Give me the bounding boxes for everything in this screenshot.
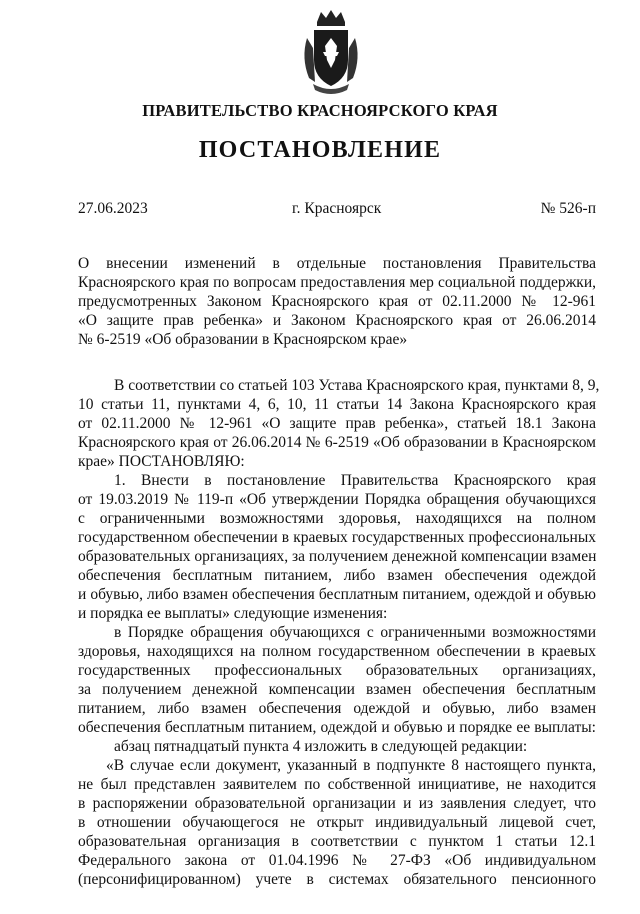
body-line: крае» ПОСТАНОВЛЯЮ:: [78, 453, 245, 470]
body-line: образовательных организациях, за получением денежной компенсации взамен: [78, 548, 597, 565]
body-line: Федерального закона от 01.04.1996 № 27-ФЗ «Об индивидуальном: [78, 852, 596, 869]
body-line: 1. Внести в постановление Правительства Красноярского края: [114, 472, 596, 489]
subject-line: Красноярского края по вопросам предоставления мер социальной поддержки,: [78, 274, 596, 291]
body-line: за получением денежной компенсации взамен обеспечения бесплатным: [78, 681, 596, 698]
body-line: 10 статьи 11, пунктами 4, 6, 10, 11 статьи 14 Закона Красноярского края: [78, 396, 596, 413]
body-line: образовательная организация в соответствии с пунктом 1 статьи 12.1: [78, 833, 596, 850]
document-number: № 526-п: [540, 200, 596, 217]
body-line: В соответствии со статьей 103 Устава Красноярского края, пунктами 8, 9,: [114, 377, 600, 394]
body-line: здоровья, находящихся на полном государственном обеспечении в краевых: [78, 643, 596, 660]
body-line: в отношении обучающегося не открыт индивидуальный лицевой счет,: [78, 814, 596, 831]
document-type-title: ПОСТАНОВЛЕНИЕ: [198, 137, 442, 163]
body-line: питанием, либо взамен обеспечения одеждой и обувью, либо взамен: [78, 700, 596, 717]
body-line: не был представлен заявителем по собственной инициативе, не находится: [78, 776, 596, 793]
body-line: обеспечения бесплатным питанием, либо взамен обеспечения одеждой: [78, 567, 596, 584]
coat-of-arms-emblem: [299, 8, 363, 94]
subject-line: О внесении изменений в отдельные постановления Правительства: [78, 255, 596, 272]
government-title: ПРАВИТЕЛЬСТВО КРАСНОЯРСКОГО КРАЯ: [142, 101, 498, 120]
body-line: и порядка ее выплаты» следующие изменения:: [78, 605, 388, 622]
body-line: (персонифицированном) учете в системах обязательного пенсионного: [78, 871, 596, 888]
body-line: государственных профессиональных образовательных организациях,: [78, 662, 596, 679]
document-date: 27.06.2023: [78, 200, 148, 217]
body-line: и обувью, либо взамен обеспечения бесплатным питанием, одеждой и обувью: [78, 586, 596, 603]
body-line: в распоряжении образовательной организации и из заявления следует, что: [78, 795, 596, 812]
body-line: Красноярского края от 26.06.2014 № 6-2519 «Об образовании в Красноярском: [78, 434, 596, 451]
body-line: в Порядке обращения обучающихся с ограниченными возможностями: [114, 624, 596, 641]
body-line: государственном обеспечении в краевых государственных профессиональных: [78, 529, 596, 546]
document-city: г. Красноярск: [292, 200, 382, 217]
body-line: абзац пятнадцатый пункта 4 изложить в следующей редакции:: [114, 738, 528, 755]
body-line: с ограниченными возможностями здоровья, находящихся на полном: [78, 510, 596, 527]
body-line: от 19.03.2019 № 119-п «Об утверждении Порядка обращения обучающихся: [78, 491, 596, 508]
body-line: «В случае если документ, указанный в подпункте 8 настоящего пункта,: [106, 757, 596, 774]
body-line: обеспечения бесплатным питанием, одеждой и обувью и порядке ее выплаты:: [78, 719, 596, 736]
subject-line: «О защите прав ребенка» и Законом Красноярского края от 26.06.2014: [78, 312, 596, 329]
subject-line: № 6-2519 «Об образовании в Красноярском крае»: [78, 331, 408, 348]
subject-line: предусмотренных Законом Красноярского края от 02.11.2000 № 12-961: [78, 293, 596, 310]
body-line: от 02.11.2000 № 12-961 «О защите прав ребенка», статьей 18.1 Закона: [78, 415, 596, 432]
